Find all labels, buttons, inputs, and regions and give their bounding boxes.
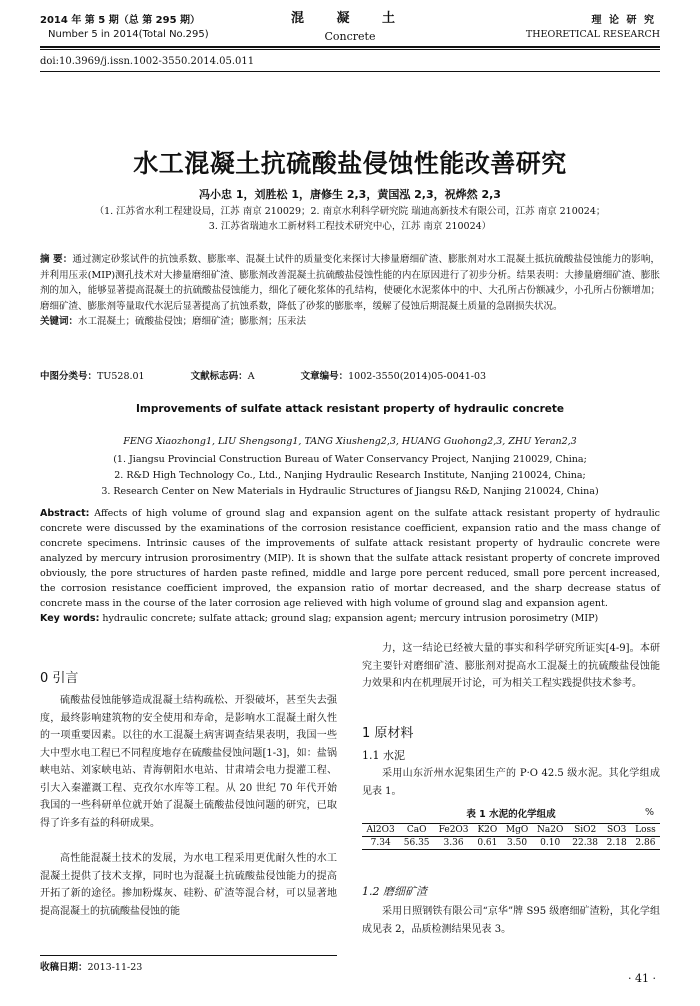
table-1-cell: 3.36 [434, 837, 473, 850]
footnote-rule [40, 955, 337, 956]
table-1-cell: 0.61 [473, 837, 501, 850]
doc-code-label: 文献标志码： [190, 371, 248, 382]
keywords-cn-label: 关键词： [40, 316, 79, 327]
table-1-header: SiO2 [568, 824, 603, 837]
right-paragraph-2: 采用山东沂州水泥集团生产的 P·O 42.5 级水泥。其化学组成见表 1。 [362, 768, 660, 797]
table-1-header: Na2O [533, 824, 568, 837]
table-1-unit: % [645, 807, 655, 818]
abstract-en-text: Affects of high volume of ground slag and expansion agent on the sulfate attack resistant property of hydraulic concrete were discussed by the examinations of the corrosion resistance coefficient, expansion ratio and the mass change of concrete specimens. Intrinsic causes of the improvements of sulfate attack resistant property of hydraulic concrete were analyzed by mercury intrusion prorosimentry (MIP). It is shown that the sulfate attack resistant property of concrete improved obviously, the pore structures of harden paste refined, middle and large pore percent reduced, small pore percent increased, the corrosion resistance coefficient improved, the expansion ratio of mortar decreased, and the sharp decrease status of concrete mass in the course of the later corrosion age relieved with high volume of ground slag and expansion agent. [40, 508, 660, 609]
table-1-cell: 7.34 [362, 837, 399, 850]
received-label: 收稿日期： [40, 962, 88, 973]
keywords-en-text: hydraulic concrete; sulfate attack; ground slag; expansion agent; mercury intrusion porosimetry (MIP) [102, 613, 599, 624]
issue-cn: 2014 年 第 5 期（总 第 295 期） [40, 15, 201, 26]
abstract-cn-text: 通过测定砂浆试件的抗蚀系数、膨胀率、混凝土试件的质量变化来探讨大掺量磨细矿渣、膨胀剂对水工混凝土抵抗硫酸盐侵蚀能力的影响，并利用压汞(MIP)测孔技术对大掺量磨细矿渣、膨胀剂改善混凝土抗硫酸盐侵蚀性能的内在原因进行了初步分析。结果表明：大掺量磨细矿渣、膨胀剂的加入，能够显著提高混凝土的抗硫酸盐侵蚀能力，细化了硬化浆体的孔结构，使硬化水泥浆体中的中、大孔所占份额减少，小孔所占份额增加；磨细矿渣、膨胀剂等量取代水泥后显著提高了抗蚀系数，降低了砂浆的膨胀率，缓解了侵蚀后期混凝土质量的急剧损失状况。 [40, 254, 660, 312]
section-0-heading: 0 引言 [40, 671, 79, 686]
abstract-cn [40, 252, 660, 330]
table-1-header: K2O [473, 824, 501, 837]
doi: doi:10.3969/j.issn.1002-3550.2014.05.011 [40, 56, 255, 67]
page-title: 水工混凝土抗硫酸盐侵蚀性能改善研究 [133, 149, 567, 178]
section-1-2-heading: 1.2 磨细矿渣 [362, 885, 427, 898]
classification-line [40, 368, 486, 382]
journal-cn: 混 凝 土 [290, 11, 410, 26]
article-no-value: 1002-3550(2014)05-0041-03 [348, 371, 487, 382]
table-1-header: CaO [399, 824, 434, 837]
table-1-cell: 0.10 [533, 837, 568, 850]
clc-label: 中图分类号： [40, 371, 98, 382]
abstract-en-label: Abstract: [40, 508, 90, 519]
english-authors: FENG Xiaozhong1, LIU Shengsong1, TANG Xiusheng2,3, HUANG Guohong2,3, ZHU Yeran2,3 [123, 436, 577, 447]
authors-cn: 冯小忠 1，刘胜松 1，唐修生 2,3，黄国泓 2,3，祝烨然 2,3 [199, 188, 501, 201]
section-0-paragraph-2: 高性能混凝土技术的发展，为水电工程采用更优耐久性的水工混凝土提供了技术支撑，同时也为混凝土抗硫酸盐侵蚀能力的提高开拓了新的途径。掺加粉煤灰、硅粉、矿渣等混合材，可以显著地提高混凝土的抗硫酸盐侵蚀的能 [40, 853, 337, 917]
english-title: Improvements of sulfate attack resistant property of hydraulic concrete [135, 403, 565, 415]
table-1-header-row [362, 824, 660, 837]
section-0-paragraph-1: 硫酸盐侵蚀能够造成混凝土结构疏松、开裂破坏，甚至失去强度，最终影响建筑物的安全使用和寿命，是影响水工混凝土耐久性的一项重要因素。以往的水工混凝土病害调查结果表明，我国一些大中型水电工程已不同程度地存在硫酸盐侵蚀问题[1-3]，如：盐锅峡电站、刘家峡电站、青海朝阳水电站、甘肃靖会电力提灌工程、引大入秦灌溉工程、克孜尔水库等工程。从 20 世纪 70 年代开始我国的一些科研单位就开始了混凝土硫酸盐侵蚀问题的研究，已取得了许多有益的科研成果。 [40, 695, 337, 829]
keywords-en-label: Key words: [40, 613, 100, 624]
keywords-cn-text: 水工混凝土；硫酸盐侵蚀；磨细矿渣；膨胀剂；压汞法 [78, 316, 307, 327]
doc-code-value: A [247, 371, 255, 382]
section-1-1-heading: 1.1 水泥 [362, 749, 405, 762]
abstract-en [40, 506, 660, 626]
table-1-cell: 3.50 [502, 837, 533, 850]
affiliation-cn-2: 3. 江苏省瑞迪水工新材料工程技术研究中心，江苏 南京 210024） [208, 221, 492, 232]
article-no-label: 文章编号： [300, 371, 349, 382]
abstract-cn-label: 摘 要： [40, 254, 73, 265]
table-1-header: SO3 [602, 824, 630, 837]
received-value: 2013-11-23 [87, 962, 143, 973]
table-1-cell: 56.35 [399, 837, 434, 850]
doi-rule [40, 71, 660, 72]
english-affiliation-2: 2. R&D High Technology Co., Ltd., Nanjing Hydraulic Research Institute, Nanjing 210024, China; [114, 470, 586, 481]
table-1-cell: 2.86 [631, 837, 660, 850]
section-1-heading: 1 原材料 [362, 726, 414, 741]
table-1-header: Al2O3 [362, 824, 399, 837]
english-affiliation-3: 3. Research Center on New Materials in Hydraulic Structures of Jiangsu R&D, Nanjing 210024, China) [101, 486, 599, 497]
table-1-caption: 表 1 水泥的化学组成 [466, 809, 556, 820]
table-1-value-row [362, 837, 660, 850]
table-1-header: Loss [631, 824, 660, 837]
header-rule [40, 46, 660, 48]
table-1-header: MgO [502, 824, 533, 837]
affiliation-cn-1: （1. 江苏省水利工程建设局，江苏 南京 210029；2. 南京水利科学研究院 瑞迪高新技术有限公司，江苏 南京 210024； [94, 206, 606, 217]
table-1 [362, 823, 660, 850]
table-1-cell: 22.38 [568, 837, 603, 850]
category-cn: 理 论 研 究 [591, 15, 656, 26]
page-number: · 41 · [628, 972, 656, 985]
journal-en: Concrete [324, 30, 376, 43]
table-1-header: Fe2O3 [434, 824, 473, 837]
issue-en: Number 5 in 2014(Total No.295) [48, 29, 209, 40]
table-1-container [362, 823, 660, 850]
clc-value: TU528.01 [97, 371, 145, 382]
english-affiliation-1: (1. Jiangsu Provincial Construction Bureau of Water Conservancy Project, Nanjing 210029, China; [113, 454, 587, 465]
header-rule-thin [40, 49, 660, 50]
right-paragraph-3: 采用日照钢铁有限公司“京华”牌 S95 级磨细矿渣粉，其化学组成见表 2，品质检测结果见表 3。 [362, 906, 660, 935]
received-date [40, 959, 142, 973]
category-en: THEORETICAL RESEARCH [525, 29, 660, 40]
right-paragraph-1: 力，这一结论已经被大量的事实和科学研究所证实[4-9]。本研究主要针对磨细矿渣、膨胀剂对提高水工混凝土的抗硫酸盐侵蚀能力效果和内在机理展开讨论，可为相关工程实践提供技术参考。 [362, 643, 660, 689]
table-1-cell: 2.18 [602, 837, 630, 850]
